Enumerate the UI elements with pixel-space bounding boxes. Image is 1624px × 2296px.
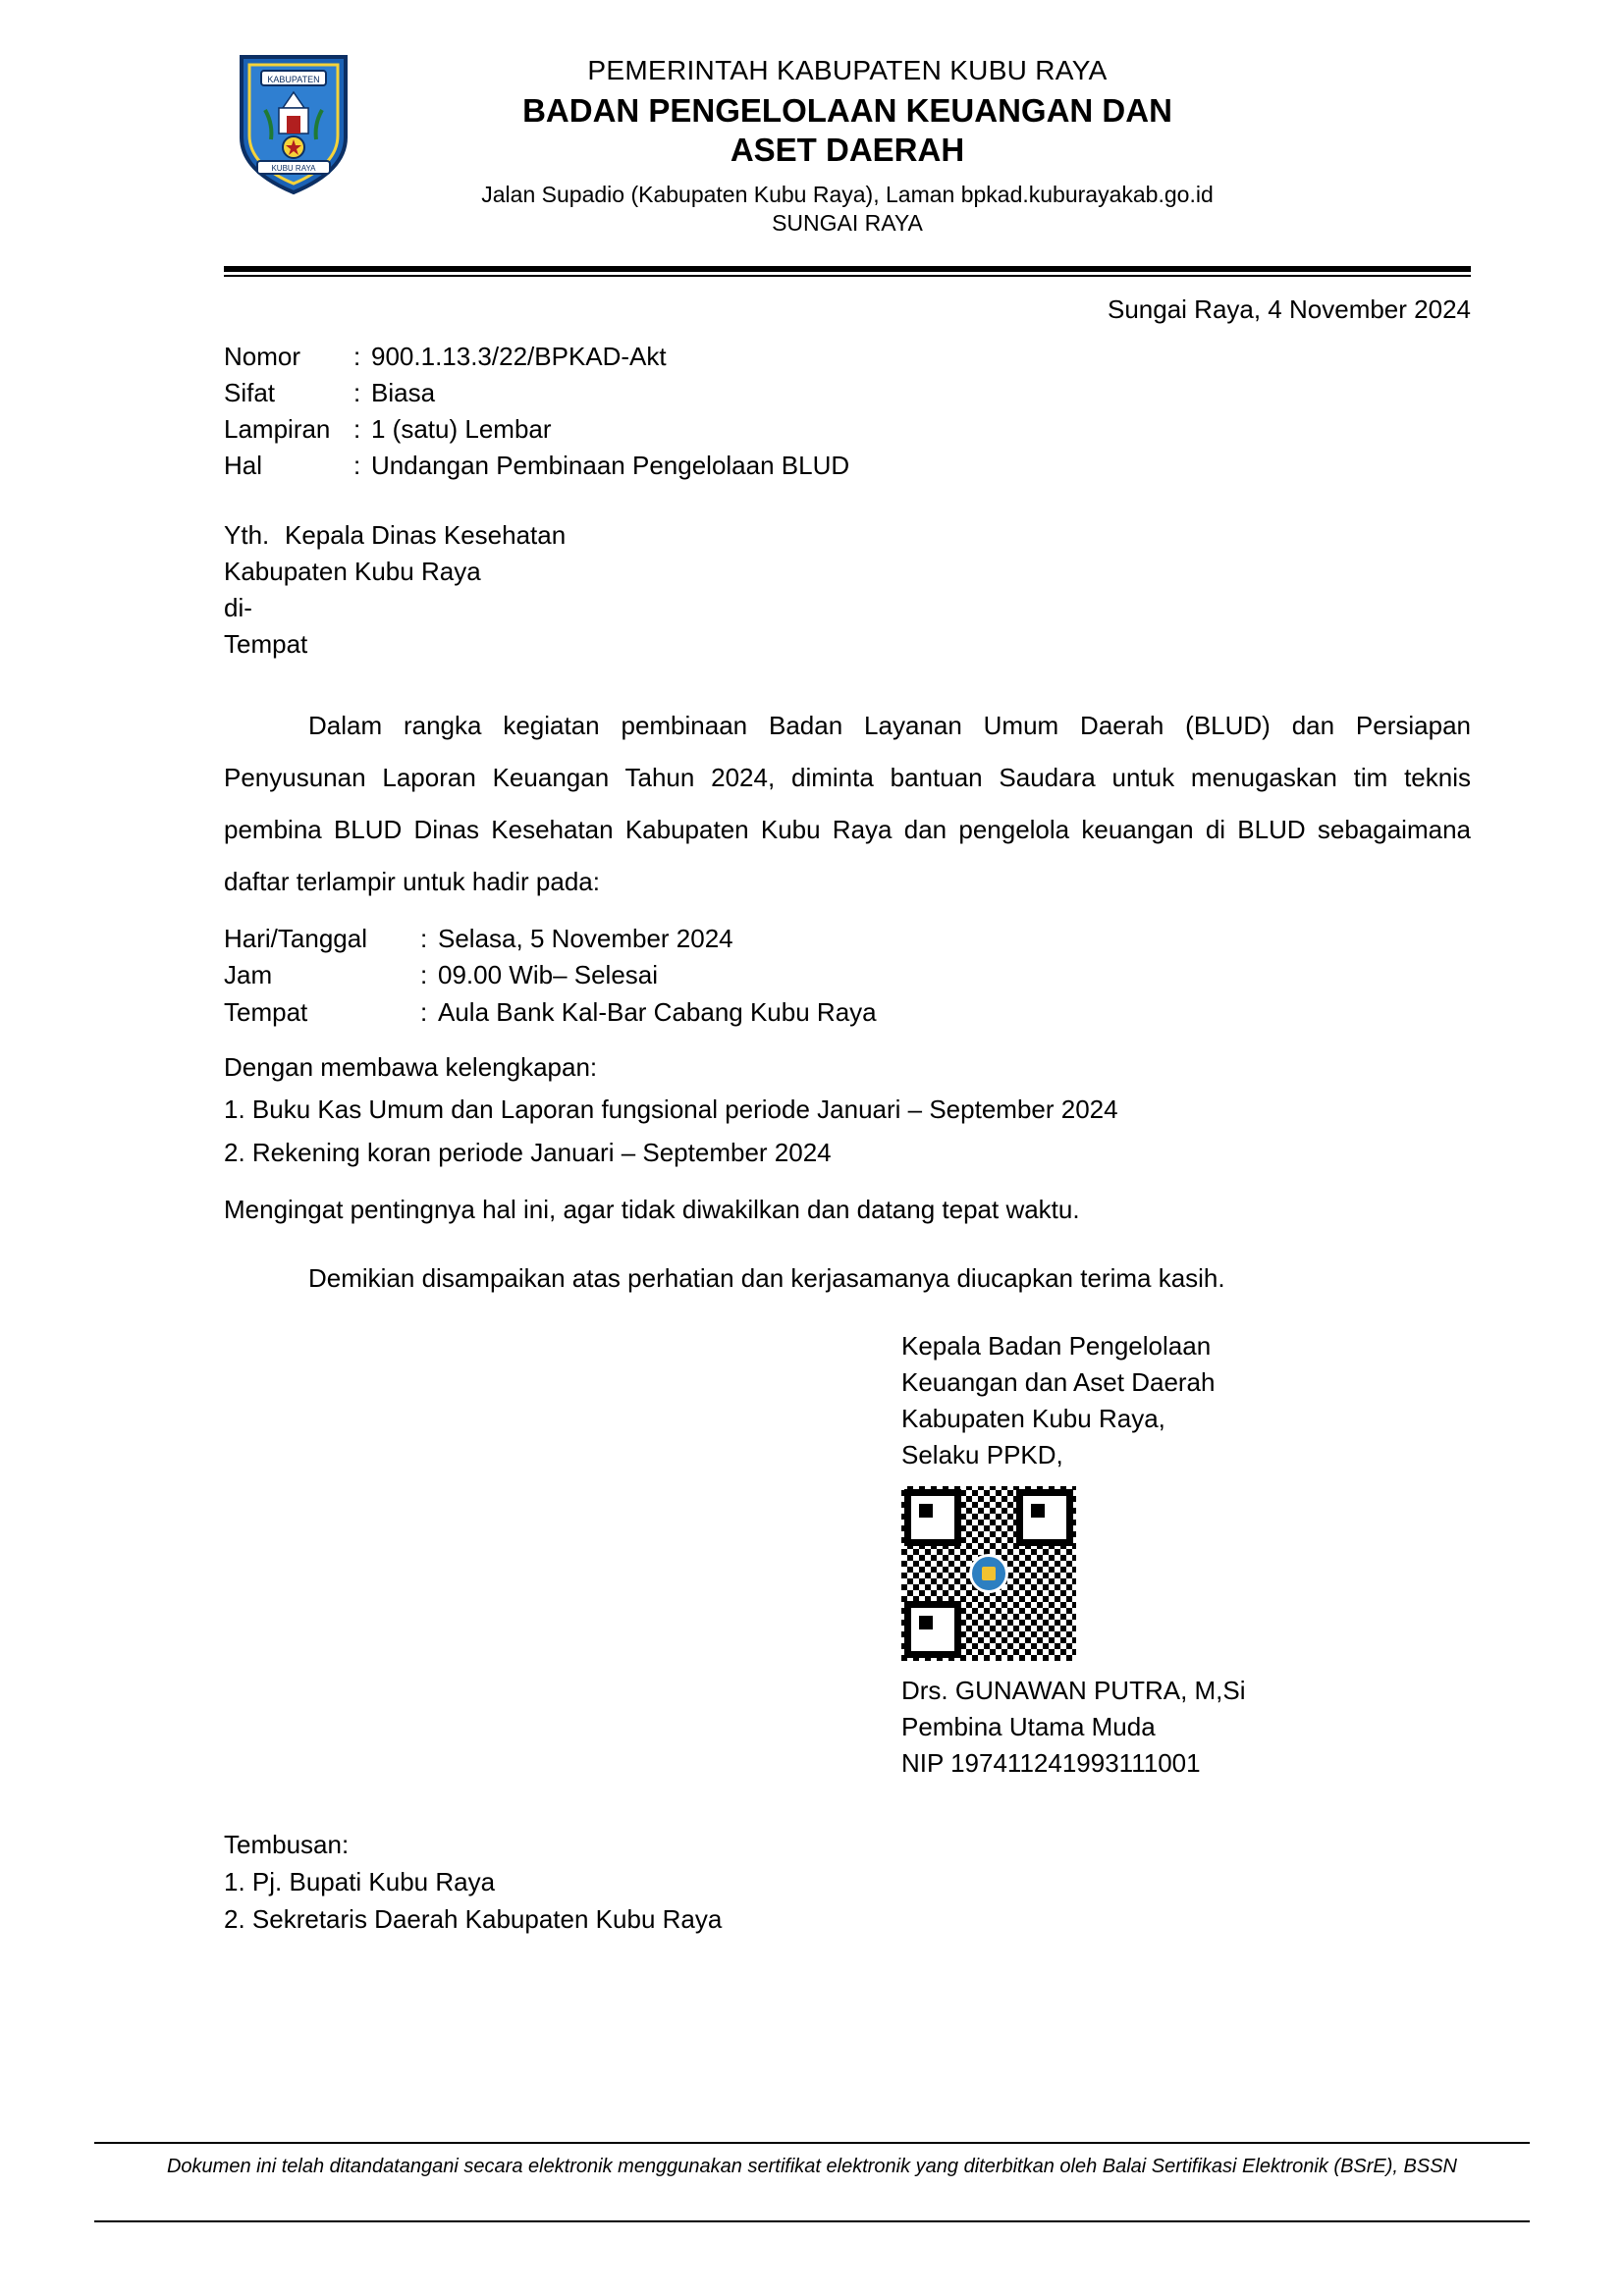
meta-row-sifat bbox=[224, 375, 1471, 411]
event-sep-tempat: : bbox=[420, 997, 428, 1028]
signer-name: Drs. GUNAWAN PUTRA, M,Si bbox=[901, 1676, 1246, 1706]
meta-row-lampiran bbox=[224, 411, 1471, 448]
event-row-jam bbox=[224, 957, 1471, 994]
meta-sep-lampiran: : bbox=[353, 414, 361, 445]
cc-block bbox=[224, 1827, 1471, 1938]
meta-sep-hal: : bbox=[353, 451, 361, 480]
event-value-hari-tanggal: Selasa, 5 November 2024 bbox=[438, 923, 733, 953]
addressee-line-1 bbox=[224, 517, 1471, 554]
footer-divider-top bbox=[94, 2142, 1530, 2144]
event-value-jam: 09.00 Wib– Selesai bbox=[438, 960, 659, 990]
meta-label-hal: Hal bbox=[224, 451, 263, 480]
footer-electronic-signature-note: Dokumen ini telah ditandatangani secara elektronik menggunakan sertifikat elektronik yang diterbitkan oleh Balai Sertifikasi Elektronik (BSrE), BSSN bbox=[166, 2156, 1457, 2177]
qr-center-logo-icon bbox=[969, 1554, 1008, 1593]
event-value-tempat: Aula Bank Kal-Bar Cabang Kubu Raya bbox=[438, 997, 877, 1028]
signature-title-line2: Keuangan dan Aset Daerah bbox=[901, 1366, 1216, 1397]
signer-rank: Pembina Utama Muda bbox=[901, 1712, 1156, 1742]
event-sep-hari-tanggal: : bbox=[420, 923, 428, 953]
meta-row-nomor bbox=[224, 339, 1471, 375]
addressee-block bbox=[224, 517, 1471, 663]
addressee-yth: Yth. bbox=[224, 519, 270, 550]
letterhead-city: SUNGAI RAYA bbox=[772, 210, 923, 237]
footer-divider-bottom bbox=[94, 2220, 1530, 2222]
meta-sep-nomor: : bbox=[353, 342, 361, 372]
meta-value-nomor: 900.1.13.3/22/BPKAD-Akt bbox=[371, 342, 667, 372]
signature-title-line1: Kepala Badan Pengelolaan bbox=[901, 1330, 1212, 1361]
meta-value-sifat: Biasa bbox=[371, 378, 436, 408]
letterhead-government: PEMERINTAH KABUPATEN KUBU RAYA bbox=[587, 55, 1108, 85]
meta-value-hal: Undangan Pembinaan Pengelolaan BLUD bbox=[371, 451, 850, 480]
letter-meta bbox=[224, 339, 1471, 484]
requirement-item-1: 1. Buku Kas Umum dan Laporan fungsional periode Januari – September 2024 bbox=[224, 1095, 1118, 1125]
divider-thick bbox=[224, 266, 1471, 272]
addressee-line-2: Kabupaten Kubu Raya bbox=[224, 556, 481, 586]
event-sep-jam: : bbox=[420, 960, 428, 990]
qr-code-wrapper bbox=[901, 1486, 1471, 1661]
letterhead-divider bbox=[224, 266, 1471, 277]
requirement-item-2: 2. Rekening koran periode Januari – September 2024 bbox=[224, 1138, 832, 1168]
regency-crest-icon bbox=[236, 51, 352, 196]
letter-date: Sungai Raya, 4 November 2024 bbox=[1107, 294, 1471, 325]
meta-value-lampiran: 1 (satu) Lembar bbox=[371, 414, 552, 445]
signature-title-line4: Selaku PPKD, bbox=[901, 1439, 1063, 1469]
meta-sep-sifat: : bbox=[353, 378, 361, 408]
letterhead-agency-line2: ASET DAERAH bbox=[730, 132, 965, 169]
cc-item-2: 2. Sekretaris Daerah Kabupaten Kubu Raya bbox=[224, 1903, 723, 1934]
cc-title: Tembusan: bbox=[224, 1830, 350, 1860]
requirements-intro: Dengan membawa kelengkapan: bbox=[224, 1051, 598, 1082]
body-closing: Demikian disampaikan atas perhatian dan kerjasamanya diucapkan terima kasih. bbox=[308, 1262, 1225, 1293]
divider-thin bbox=[224, 275, 1471, 277]
body-note: Mengingat pentingnya hal ini, agar tidak diwakilkan dan datang tepat waktu. bbox=[224, 1194, 1080, 1224]
letter-content bbox=[224, 0, 1471, 1938]
qr-finder-top-left bbox=[904, 1489, 961, 1546]
meta-row-hal bbox=[224, 448, 1471, 484]
event-row-hari-tanggal bbox=[224, 921, 1471, 958]
qr-finder-bottom-left bbox=[904, 1601, 961, 1658]
qr-finder-top-right bbox=[1016, 1489, 1073, 1546]
signer-nip: NIP 197411241993111001 bbox=[901, 1748, 1201, 1779]
addressee-recipient: Kepala Dinas Kesehatan bbox=[285, 519, 567, 550]
event-row-tempat bbox=[224, 994, 1471, 1032]
event-label-hari-tanggal: Hari/Tanggal bbox=[224, 923, 367, 953]
letterhead-agency-line1: BADAN PENGELOLAAN KEUANGAN DAN bbox=[522, 92, 1172, 129]
letterhead-address: Jalan Supadio (Kabupaten Kubu Raya), Laman bpkad.kuburayakab.go.id bbox=[481, 181, 1214, 207]
svg-text:KUBU RAYA: KUBU RAYA bbox=[271, 164, 316, 173]
event-details bbox=[224, 921, 1471, 1032]
addressee-line-3: di- bbox=[224, 592, 252, 622]
meta-label-sifat: Sifat bbox=[224, 378, 276, 408]
event-label-tempat: Tempat bbox=[224, 997, 308, 1028]
body-paragraph-1: Dalam rangka kegiatan pembinaan Badan Layanan Umum Daerah (BLUD) dan Persiapan Penyusunan Laporan Keuangan Tahun 2024, diminta bantuan Saudara untuk menugaskan tim teknis pembina BLUD Dinas Kesehatan Kabupaten Kubu Raya dan pengelola keuangan di BLUD sebagaimana daftar terlampir untuk hadir pada: bbox=[224, 710, 1471, 897]
cc-item-1: 1. Pj. Bupati Kubu Raya bbox=[224, 1866, 496, 1896]
svg-text:KABUPATEN: KABUPATEN bbox=[267, 75, 320, 84]
signature-title-line3: Kabupaten Kubu Raya, bbox=[901, 1403, 1165, 1433]
qr-code-icon[interactable] bbox=[901, 1486, 1076, 1661]
meta-label-lampiran: Lampiran bbox=[224, 414, 331, 445]
letterhead bbox=[224, 0, 1471, 277]
addressee-line-4: Tempat bbox=[224, 628, 308, 659]
event-label-jam: Jam bbox=[224, 960, 273, 990]
signature-block bbox=[901, 1328, 1471, 1782]
meta-label-nomor: Nomor bbox=[224, 342, 301, 372]
